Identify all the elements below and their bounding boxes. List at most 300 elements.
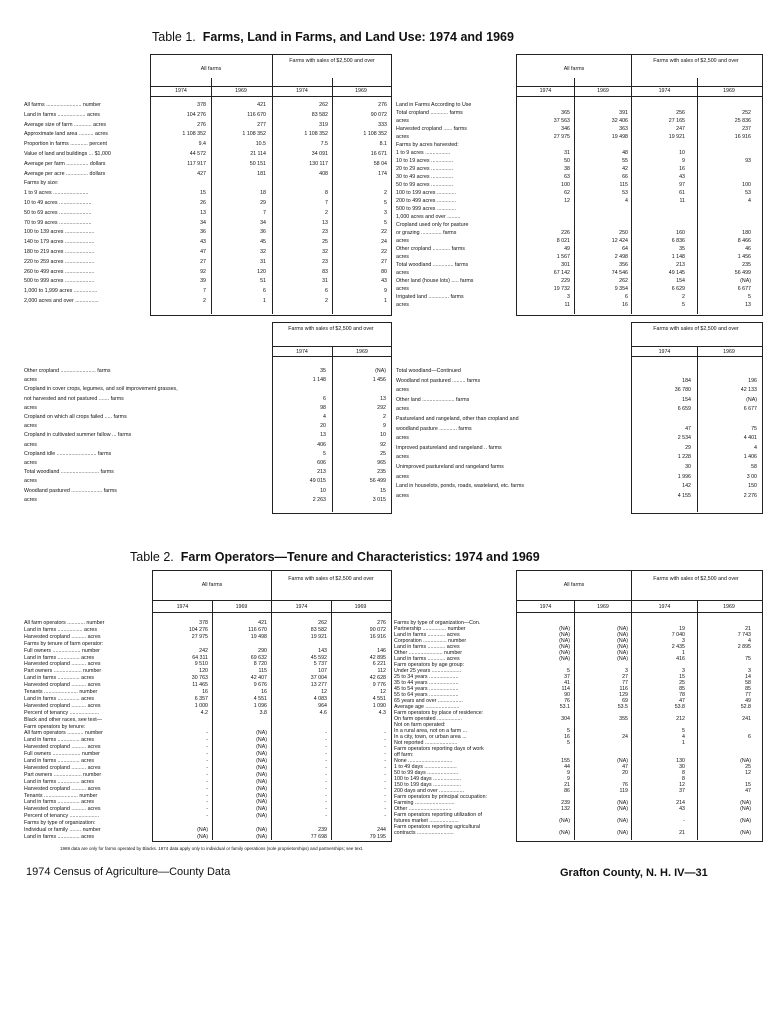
row-value: 48	[622, 150, 628, 156]
row-value: 6 677	[737, 286, 751, 292]
row-value: 77	[622, 680, 628, 686]
row-label: acres	[24, 496, 37, 503]
row-value: 4 551	[372, 695, 386, 702]
row-value: 76	[622, 782, 628, 788]
row-label: Land in farms ............... acres	[24, 758, 95, 764]
row-label: Land in farms ............ acres	[394, 656, 460, 662]
row-value: 235	[377, 469, 386, 476]
row-value: 46	[745, 246, 751, 252]
row-value: 25	[380, 450, 386, 457]
row-label: 140 to 179 acres ....................	[24, 239, 95, 246]
row-value: 41	[564, 680, 570, 686]
row-value: 3	[748, 668, 751, 674]
row-label: or grazing .............. farms	[396, 230, 457, 236]
row-value: 319	[319, 121, 328, 128]
row-value: 237	[742, 126, 751, 132]
row-label: Land in farms ................. acres	[24, 626, 98, 633]
row-value: 62	[564, 190, 570, 196]
row-label: Farm operators by tenure:	[24, 723, 86, 730]
row-value: 12 424	[611, 238, 628, 244]
row-value: 7 743	[737, 632, 751, 638]
row-label: Land in farms ............... acres	[24, 833, 95, 840]
row-value: 9 510	[194, 661, 208, 668]
row-label: 10 to 49 acres ......................	[24, 200, 92, 206]
row-value: -	[325, 785, 327, 792]
row-value: 160	[676, 230, 685, 236]
row-value: 212	[676, 716, 685, 722]
row-value: 32 406	[611, 118, 628, 124]
row-value: 226	[561, 230, 570, 236]
row-value: 2	[383, 414, 386, 420]
row-label: Farming ...........................	[394, 800, 455, 806]
row-label: Harvested cropland .......... acres	[24, 764, 101, 771]
row-label: Land in Farms According to Use	[396, 102, 472, 108]
row-value: 93	[745, 158, 751, 164]
row-value: 1	[682, 650, 685, 656]
row-value: (NA)	[559, 656, 570, 662]
row-value: -	[384, 730, 386, 737]
row-label: Land in farms ............... acres	[24, 737, 95, 744]
row-value: (NA)	[256, 827, 267, 833]
row-label: Other .............................	[394, 806, 452, 812]
row-label: Total cropland ............ farms	[396, 110, 463, 116]
row-value: 142	[682, 483, 691, 490]
row-value: 20	[622, 770, 628, 776]
row-value: 154	[682, 396, 691, 403]
row-value: 61	[679, 190, 685, 196]
row-value: 43	[679, 174, 685, 180]
row-value: 37 004	[310, 675, 327, 682]
row-value: 49 015	[309, 478, 326, 485]
row-value: 104 276	[186, 111, 206, 118]
row-label: Land in farms ............... acres	[24, 778, 95, 785]
row-label: Percent of tenancy ....................	[24, 709, 100, 716]
row-label: acres	[24, 441, 37, 448]
row-value: 49	[745, 698, 751, 704]
row-value: 49	[564, 246, 570, 252]
row-label: Land in farms ............... acres	[24, 695, 95, 702]
row-label: acres	[24, 460, 37, 466]
row-value: (NA)	[617, 650, 628, 656]
row-value: 58	[751, 464, 757, 470]
row-value: 19 732	[553, 286, 570, 292]
t1r-col-sales: Farms with sales of $2,500 and over	[653, 58, 739, 64]
row-value: (NA)	[197, 833, 208, 840]
row-value: 16 916	[734, 134, 751, 140]
table1-title-text: Farms, Land in Farms, and Land Use: 1974 and 1969	[202, 30, 514, 44]
row-value: 408	[319, 170, 328, 177]
row-value: 277	[257, 121, 266, 128]
row-value: 19 498	[611, 134, 628, 140]
row-label: 30 to 49 acres ...............	[396, 174, 454, 180]
row-value: -	[384, 792, 386, 799]
row-value: 37 563	[553, 118, 570, 124]
row-value: 1	[384, 298, 387, 304]
row-value: 98	[320, 404, 326, 411]
row-label: Farm operators by age group:	[394, 662, 465, 668]
row-value: 35	[679, 246, 685, 252]
row-label: Land in farms ................... acres	[24, 111, 100, 118]
row-value: 4.6	[319, 709, 327, 716]
row-label: 2,000 acres and over ................	[24, 298, 99, 304]
row-value: 1 148	[312, 377, 326, 384]
row-value: 56 499	[734, 270, 751, 276]
row-value: 4 083	[313, 695, 327, 702]
row-value: 1	[263, 298, 266, 304]
row-value: 9 354	[614, 286, 628, 292]
row-value: 150	[748, 483, 757, 490]
row-value: 13	[745, 302, 751, 308]
row-value: 4	[748, 198, 751, 204]
row-value: -	[384, 799, 386, 806]
row-value: (NA)	[559, 626, 570, 632]
t1-year-4: 1969	[355, 88, 367, 94]
row-label: futures market ....................	[394, 818, 459, 824]
row-value: 6 836	[671, 238, 685, 244]
row-value: -	[325, 758, 327, 764]
row-label: Harvested cropland .......... acres	[24, 682, 101, 689]
row-value: 67 142	[553, 270, 570, 276]
row-value: 346	[561, 126, 570, 132]
row-label: Not reported ......................	[394, 740, 458, 746]
row-label: Farms by acres harvested:	[396, 142, 459, 148]
row-value: 16	[564, 734, 570, 740]
t2-year-4: 1969	[354, 604, 367, 610]
row-label: 180 to 219 acres ....................	[24, 249, 95, 255]
t2r-year-4: 1969	[723, 604, 735, 610]
row-value: 2	[325, 298, 328, 304]
row-value: (NA)	[746, 396, 757, 403]
table2-label: Table 2.	[130, 550, 174, 564]
row-value: 5	[323, 450, 326, 457]
row-label: 20 to 29 acres ...............	[396, 166, 454, 172]
row-value: 239	[318, 827, 327, 833]
row-value: (NA)	[256, 771, 267, 778]
row-value: 129	[619, 692, 628, 698]
row-label: Woodland not pastured ......... farms	[396, 377, 481, 384]
row-value: 7	[263, 209, 266, 216]
row-value: 86	[564, 788, 570, 794]
row-value: 104 276	[188, 626, 208, 633]
row-value: 262	[319, 102, 328, 108]
row-value: 180	[742, 230, 751, 236]
row-label: Farms by type of organization—Con.	[394, 620, 481, 626]
row-value: 75	[745, 656, 751, 662]
row-value: 31	[260, 258, 266, 265]
row-label: 1 to 49 days ......................	[394, 764, 457, 770]
row-label: acres	[396, 118, 409, 124]
row-label: Farms by type of organization:	[24, 820, 96, 827]
row-value: 333	[378, 121, 387, 128]
row-label: Farm operators reporting days of work	[394, 746, 484, 752]
row-value: 6	[625, 294, 628, 300]
row-value: (NA)	[559, 644, 570, 650]
row-value: 120	[257, 268, 266, 275]
row-label: Land in farms ............... acres	[24, 675, 95, 682]
row-value: 31	[564, 150, 570, 156]
row-value: 7 040	[671, 632, 685, 638]
row-label: Farm operators reporting utilization of	[394, 812, 483, 818]
row-value: 44	[564, 764, 570, 770]
row-value: 27 975	[553, 134, 570, 140]
row-value: 6 629	[671, 286, 685, 292]
row-value: (NA)	[740, 800, 751, 806]
row-value: 12	[745, 770, 751, 776]
row-value: 38	[564, 166, 570, 172]
footer-left: 1974 Census of Agriculture—County Data	[26, 866, 231, 878]
row-label: Corporation ................ number	[394, 638, 467, 644]
row-value: 16	[261, 689, 267, 695]
row-value: (NA)	[256, 833, 267, 840]
row-value: 155	[561, 758, 570, 764]
row-label: Part owners ................... number	[24, 668, 102, 675]
row-label: 50 to 99 acres ...............	[396, 182, 454, 188]
row-value: 53.5	[617, 704, 628, 710]
row-value: 214	[676, 800, 685, 806]
row-value: 4 551	[253, 695, 267, 702]
row-value: 10	[679, 150, 685, 156]
row-label: 100 to 149 days ...................	[394, 776, 462, 782]
t2r-year-2: 1969	[597, 604, 609, 610]
row-value: 9	[682, 158, 685, 164]
row-label: 500 to 999 acres ....................	[24, 278, 95, 285]
row-value: 1 148	[671, 254, 685, 260]
row-value: 25	[322, 239, 328, 246]
row-value: -	[325, 806, 327, 813]
row-value: 83 582	[310, 626, 327, 633]
row-value: 16	[622, 302, 628, 308]
row-value: 36	[260, 229, 266, 236]
row-value: 12	[564, 198, 570, 204]
row-label: Percent of tenancy ....................	[24, 813, 100, 820]
row-value: 11	[679, 198, 685, 204]
row-value: 241	[742, 716, 751, 722]
row-value: 92	[380, 441, 386, 448]
row-label: 55 to 64 years ....................	[394, 692, 459, 698]
row-value: (NA)	[617, 632, 628, 638]
row-value: 3	[625, 668, 628, 674]
row-value: (NA)	[740, 818, 751, 824]
row-value: 63	[564, 174, 570, 180]
row-value: 213	[317, 469, 326, 476]
row-value: 69 632	[250, 654, 267, 661]
row-value: (NA)	[256, 792, 267, 799]
row-value: 4 155	[677, 492, 691, 499]
row-value: 116 670	[247, 111, 266, 118]
row-value: 16	[202, 689, 208, 695]
row-value: 4.2	[200, 709, 208, 716]
row-value: 53.1	[559, 704, 570, 710]
t1r-year-3: 1974	[658, 88, 671, 94]
row-label: Harvested cropland .......... acres	[24, 661, 101, 668]
row-value: 34	[260, 219, 266, 226]
row-value: 9	[383, 423, 386, 430]
row-label: Harvested cropland .......... acres	[24, 806, 101, 813]
row-value: (NA)	[617, 644, 628, 650]
row-value: 64 311	[192, 654, 208, 661]
row-value: 229	[561, 278, 570, 284]
row-value: -	[325, 764, 327, 771]
row-value: 363	[619, 126, 628, 132]
row-value: (NA)	[617, 818, 628, 824]
row-value: 26	[200, 200, 206, 206]
row-label: Harvested cropland .......... acres	[24, 633, 101, 640]
row-label: Tenants ....................... number	[24, 792, 98, 799]
row-label: In a city, town, or urban area ...	[394, 734, 467, 740]
row-label: Woodland pastured ..................... farms	[24, 487, 117, 494]
row-value: 132	[561, 806, 570, 812]
row-value: -	[325, 730, 327, 737]
row-value: -	[384, 778, 386, 785]
row-value: 252	[742, 110, 751, 116]
row-value: 83	[322, 268, 328, 275]
row-value: 116 670	[248, 626, 267, 633]
row-value: 965	[377, 460, 386, 466]
row-value: 58 04	[373, 160, 387, 167]
row-label: Partnership ................ number	[394, 626, 466, 632]
t1r-col-all: All farms	[563, 66, 585, 72]
row-label: Farms by size:	[24, 180, 59, 187]
row-value: 6 221	[372, 661, 386, 668]
t1-col-all: All farms	[200, 66, 222, 72]
t1r-year-2: 1969	[597, 88, 609, 94]
row-label: Cropland used only for pasture	[396, 222, 469, 228]
row-value: 90 072	[369, 626, 386, 633]
row-value: 115	[619, 182, 628, 188]
row-value: 11 465	[192, 682, 208, 689]
row-value: 13	[200, 209, 206, 216]
row-value: -	[384, 744, 386, 751]
row-value: 256	[676, 110, 685, 116]
table1-title	[152, 30, 514, 44]
row-label: not harvested and not pastured ....... farms	[24, 395, 124, 402]
row-value: -	[384, 813, 386, 820]
row-value: 276	[377, 620, 386, 626]
row-value: 1 406	[743, 454, 757, 461]
row-label: Land in farms ............... acres	[24, 799, 95, 806]
t2-year-1: 1974	[176, 604, 189, 610]
row-value: 6 659	[677, 406, 691, 413]
row-value: 7	[325, 200, 328, 206]
row-value: 14	[745, 674, 751, 680]
row-value: 1 096	[253, 702, 267, 709]
row-value: 25	[745, 764, 751, 770]
row-label: Part owners ................... number	[24, 771, 102, 778]
row-value: -	[384, 785, 386, 792]
row-value: 9.4	[198, 141, 206, 148]
row-label: Other land (house lots) ..... farms	[396, 278, 474, 284]
row-label: Black and other races, see text—	[24, 716, 103, 723]
row-value: 3	[682, 638, 685, 644]
row-value: 69	[622, 698, 628, 704]
row-value: 1 996	[677, 473, 691, 480]
row-label: All farm operators ............ number	[24, 620, 105, 626]
row-label: Tenants ....................... number	[24, 689, 98, 695]
row-value: 90	[564, 692, 570, 698]
row-value: 19 921	[310, 633, 327, 640]
row-value: 5	[748, 294, 751, 300]
row-value: (NA)	[559, 650, 570, 656]
row-label: acres	[396, 454, 409, 461]
row-label: acres	[396, 492, 409, 499]
row-label: Farm operators by place of residence:	[394, 710, 484, 716]
row-value: 77	[745, 692, 751, 698]
row-value: 47	[622, 764, 628, 770]
row-label: None ..............................	[394, 758, 453, 764]
row-value: 3.8	[259, 709, 267, 716]
row-value: 1 000	[194, 702, 208, 709]
row-value: (NA)	[617, 638, 628, 644]
row-label: Average per acre ............... dollars	[24, 170, 106, 177]
row-label: Cropland on which all crops failed ..... farms	[24, 414, 127, 420]
row-value: (NA)	[740, 806, 751, 812]
row-label: 100 to 199 acres .............	[396, 190, 457, 196]
row-value: 7	[203, 288, 206, 295]
t1-year-2: 1969	[235, 88, 247, 94]
row-value: 64	[622, 246, 628, 252]
row-value: 304	[561, 716, 570, 722]
row-value: 2 895	[737, 644, 751, 650]
row-value: 276	[378, 102, 387, 108]
row-value: 47	[200, 249, 206, 255]
row-label: Land in houselots, ponds, roads, wasteland, etc. farms	[396, 483, 525, 490]
row-value: 9	[567, 776, 570, 782]
row-label: Land in farms ............... acres	[24, 654, 95, 661]
row-value: 117 917	[187, 160, 206, 167]
row-value: 43	[381, 278, 387, 285]
row-label: 45 to 54 years ....................	[394, 686, 459, 692]
row-value: (NA)	[256, 785, 267, 792]
row-value: 4	[625, 198, 628, 204]
row-label: Pastureland and rangeland, other than cropland and	[396, 416, 519, 422]
row-value: 181	[257, 170, 266, 177]
row-value: 213	[676, 262, 685, 268]
row-value: 4	[754, 444, 757, 451]
row-value: 5	[682, 728, 685, 734]
row-value: 2	[325, 209, 328, 216]
row-value: 130	[676, 758, 685, 764]
row-value: 8.1	[379, 141, 387, 148]
row-value: 23	[322, 258, 328, 265]
row-value: 130 117	[309, 160, 328, 167]
t2-col-all: All farms	[201, 582, 223, 588]
row-value: -	[325, 813, 327, 820]
row-value: 421	[258, 620, 267, 626]
row-label: Land in farms ............ acres	[394, 632, 460, 638]
row-label: Approximate land area .......... acres	[24, 131, 108, 138]
row-label: Harvested cropland .......... acres	[24, 744, 101, 751]
row-value: 9	[384, 288, 387, 295]
row-value: 4	[748, 638, 751, 644]
row-value: 13 277	[310, 682, 327, 689]
row-value: 77 698	[310, 833, 327, 840]
row-value: 3	[567, 294, 570, 300]
table1-label: Table 1.	[152, 30, 196, 44]
row-value: 16	[679, 166, 685, 172]
row-label: 200 to 499 acres .............	[396, 198, 457, 204]
row-value: 4	[682, 734, 685, 740]
row-value: 85	[745, 686, 751, 692]
row-value: 5 737	[313, 661, 327, 668]
row-value: 35	[320, 368, 326, 374]
row-value: 9	[567, 770, 570, 776]
row-value: 406	[317, 441, 326, 448]
row-label: All farms ........................ number	[24, 102, 101, 108]
row-label: acres	[396, 238, 409, 244]
row-value: (NA)	[617, 656, 628, 662]
row-value: 92	[200, 268, 206, 275]
row-label: Value of land and buildings ... $1,000	[24, 151, 111, 157]
